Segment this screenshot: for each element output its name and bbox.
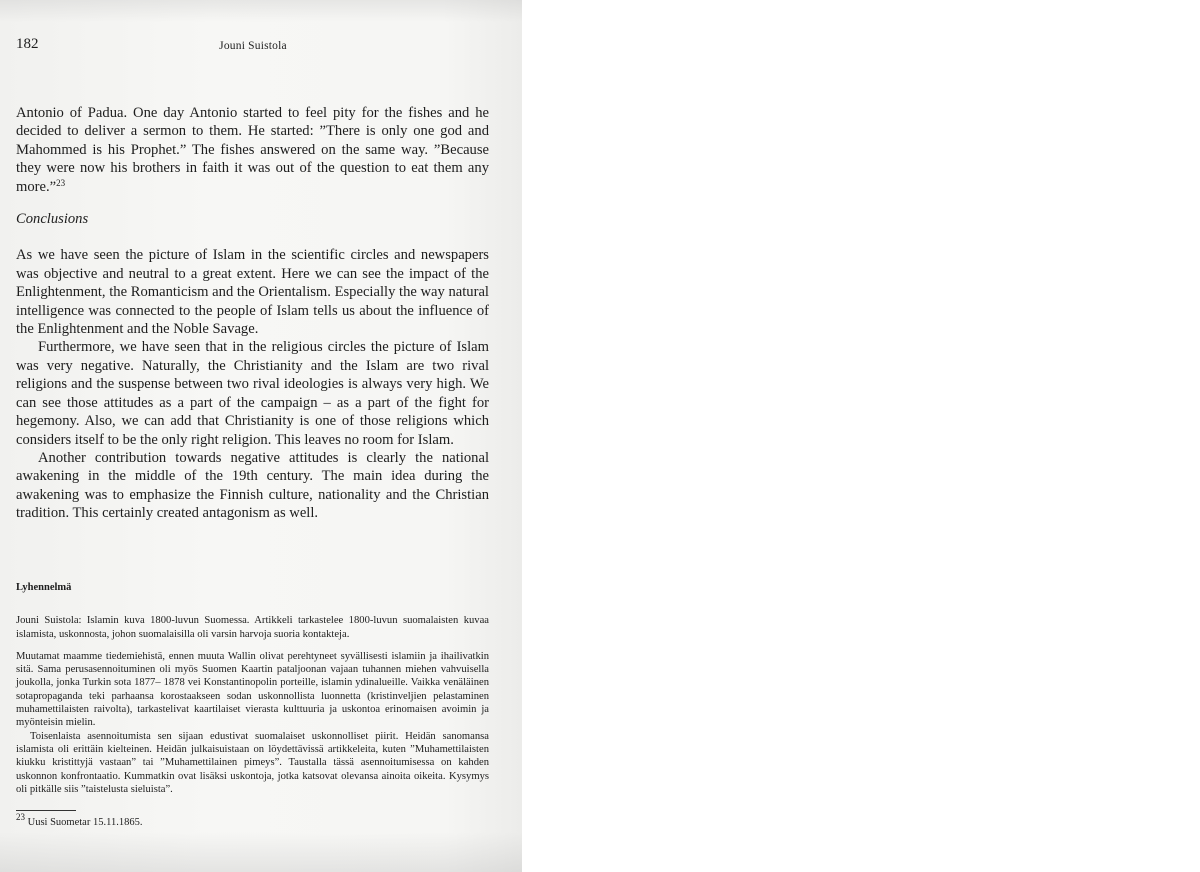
paragraph-1-text: Antonio of Padua. One day Antonio started to feel pity for the fishes and he decided to deliver a sermon to them. He started: ”There is only one god and Mahommed is his Prophet.” The fishes answered on the same way. ”Because they were now his brothers in faith it was out of the question to eat them any more.”	[16, 105, 489, 195]
book-page	[0, 0, 522, 872]
paragraph-1	[16, 104, 489, 196]
summary-paragraph-3: Toisenlaista asennoitumista sen sijaan edustivat suomalaiset uskonnolliset piirit. Heidän sanomansa islamista oli erittäin kielteinen. Heidän julkaisuistaan on löydettävissä artikkeleita, kuten ”Muhamettilaisten kiukku kristittyjä vastaan” tai ”Muhamettilainen pimeys”. Taustalla tässä asennoitumisessa on kahden uskonnon konfrontaatio. Kummatkin ovat lisäksi uskontoja, jotka katsovat olevansa ainoita oikeita. Kysymys oli pitkälle siis ”taistelusta sieluista”.	[16, 730, 489, 795]
summary-paragraph-1: Jouni Suistola: Islamin kuva 1800-luvun Suomessa. Artikkeli tarkastelee 1800-luvun suomalaisten kuvaa islamista, uskonnosta, johon suomalaisilla oli varsin harvoja suoria kontakteja.	[16, 615, 489, 640]
section-title-conclusions: Conclusions	[16, 211, 89, 228]
footnote-ref-23: 23	[56, 177, 66, 188]
footnote-23	[16, 812, 143, 828]
page-top-shadow	[0, 0, 522, 22]
page-header	[16, 36, 490, 56]
main-text	[16, 104, 489, 523]
footnote-text: Uusi Suometar 15.11.1865.	[25, 817, 143, 828]
paragraph-2: As we have seen the picture of Islam in the scientific circles and newspapers was objective and neutral to a great extent. Here we can see the impact of the Enlightenment, the Romanticism and the Orientalism. Especially the way natural intelligence was connected to the people of Islam tells us about the influence of the Enlightenment and the Noble Savage.	[16, 247, 489, 338]
footnote-rule	[16, 810, 76, 811]
paragraph-4: Another contribution towards negative attitudes is clearly the national awakening in the middle of the 19th century. The main idea during the awakening was to emphasize the Finnish culture, nationality and the Christian tradition. This certainly created antagonism as well.	[16, 449, 489, 522]
page-bottom-shadow	[0, 832, 522, 872]
summary-title: Lyhennelmä	[16, 582, 72, 593]
summary-paragraph-2: Muutamat maamme tiedemiehistä, ennen muuta Wallin olivat perehtyneet syvällisesti islamiin ja ihailivatkin sitä. Sama perusasennoituminen oli myös Suomen Kaartin pataljoonan vajaan tuhannen miehen vahvuisella joukolla, jonka Turkin sota 1877– 1878 vei Konstantinopolin porteille, islamin ydinalueille. Vaikka venäläinen sotapropaganda teki parhaansa korostaakseen sodan uskonnollista luonnetta (kristinveljien pelastaminen muhamettilaisten raivolta), tarkastelivat kaartilaiset vierasta kulttuuria ja uskontoa erinomaisen avoimin ja myönteisin mielin.	[16, 650, 489, 729]
finnish-summary	[16, 581, 489, 796]
blank-area	[522, 0, 1200, 872]
summary-spacer	[16, 641, 489, 650]
running-head: Jouni Suistola	[219, 40, 287, 52]
page-number: 182	[16, 36, 39, 52]
footnote-number: 23	[16, 812, 25, 822]
paragraph-3: Furthermore, we have seen that in the religious circles the picture of Islam was very negative. Naturally, the Christianity and the Islam are two rival religions and the suspense between two rival ideologies is always very high. We can see those attitudes as a part of the campaign – as a part of the fight for hegemony. Also, we can add that Christianity is one of those religions which considers itself to be the only right religion. This leaves no room for Islam.	[16, 339, 489, 448]
